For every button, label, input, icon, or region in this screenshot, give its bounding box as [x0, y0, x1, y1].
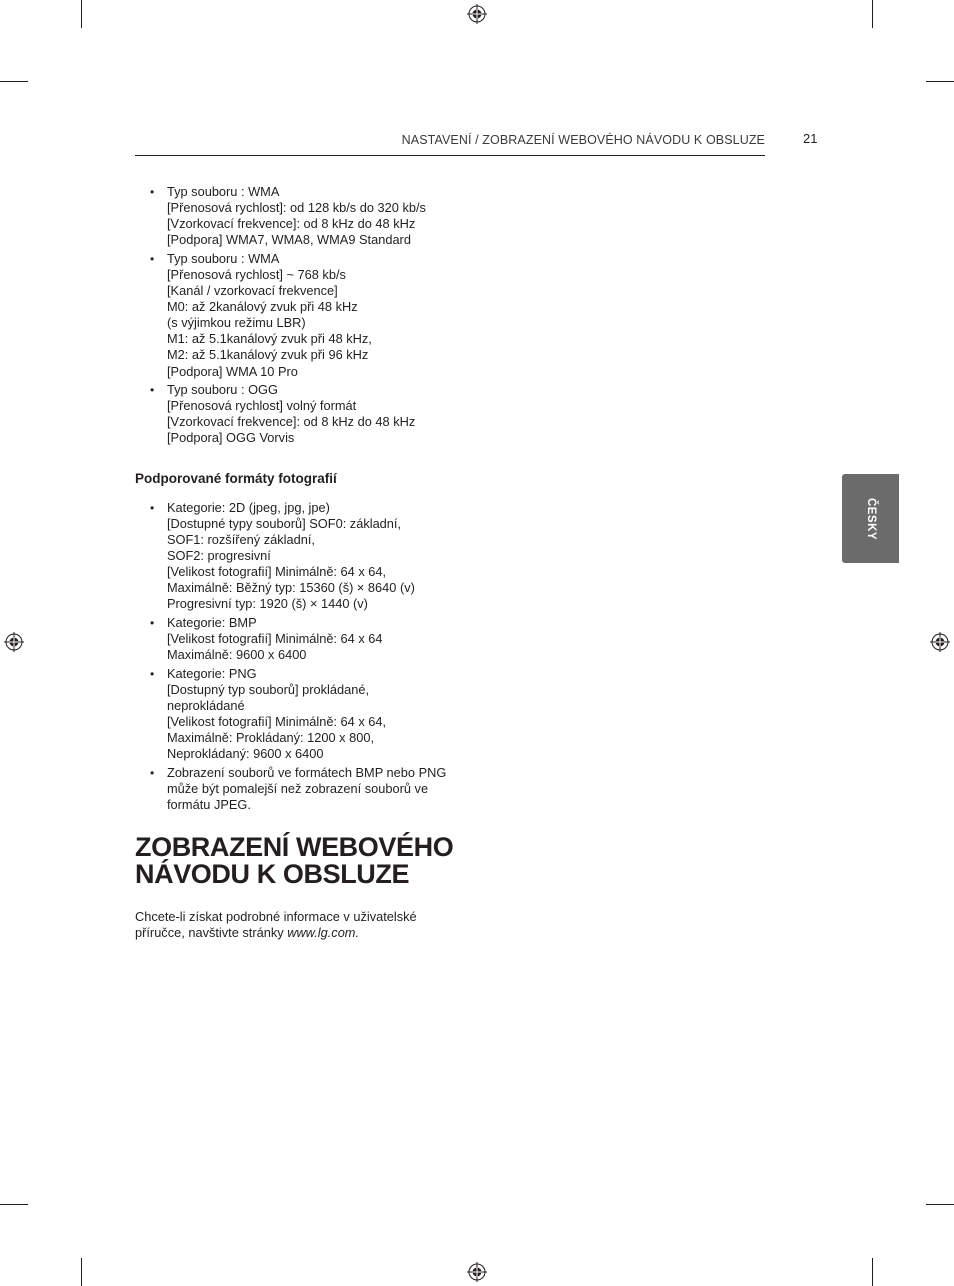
crop-mark [872, 0, 873, 28]
header-rule [135, 155, 765, 156]
audio-format-list [135, 184, 475, 447]
crop-mark [926, 81, 954, 82]
running-header: NASTAVENÍ / ZOBRAZENÍ WEBOVÉHO NÁVODU K OBSLUZE [401, 133, 765, 147]
registration-mark-icon [467, 1262, 487, 1282]
page-number: 21 [803, 131, 818, 146]
intro-paragraph: Chcete-li získat podrobné informace v uživatelské příručce, navštivte stránky www.lg.com. [135, 909, 417, 941]
crop-mark [872, 1258, 873, 1286]
registration-mark-icon [4, 632, 24, 652]
list-item: • Kategorie: BMP [Velikost fotografií] Minimálně: 64 x 64 Maximálně: 9600 x 6400 [135, 615, 475, 663]
list-item: • Typ souboru : OGG [Přenosová rychlost] volný formát [Vzorkovací frekvence]: od 8 kHz do 48 kHz [Podpora] OGG Vorvis [135, 382, 475, 446]
main-content [135, 184, 475, 815]
registration-mark-icon [467, 4, 487, 24]
crop-mark [0, 1204, 28, 1205]
crop-mark [81, 1258, 82, 1286]
section-subheading: Podporované formáty fotografií [135, 470, 337, 486]
section-heading: ZOBRAZENÍ WEBOVÉHO NÁVODU K OBSLUZE [135, 832, 454, 889]
list-item: • Typ souboru : WMA [Přenosová rychlost] ~ 768 kb/s [Kanál / vzorkovací frekvence] M0: až 2kanálový zvuk při 48 kHz (s výjimkou režimu LBR) M1: až 5.1kanálový zvuk při 48 kHz, M2: až 5.1kanálový zvuk při 96 kHz [Podpora] WMA 10 Pro [135, 251, 475, 380]
language-tab-label: ČESKY [864, 497, 877, 540]
website-link: www.lg.com. [287, 925, 360, 941]
crop-mark [81, 0, 82, 28]
crop-mark [0, 81, 28, 82]
crop-mark [926, 1204, 954, 1205]
list-item: • Zobrazení souborů ve formátech BMP nebo PNG může být pomalejší než zobrazení souborů ve formátu JPEG. [135, 765, 475, 813]
photo-format-list [135, 500, 475, 813]
language-tab [842, 474, 899, 563]
list-item: • Kategorie: PNG [Dostupný typ souborů] prokládané, neprokládané [Velikost fotografií] Minimálně: 64 x 64, Maximálně: Prokládaný: 1200 x 800, Neprokládaný: 9600 x 6400 [135, 666, 475, 763]
registration-mark-icon [930, 632, 950, 652]
list-item: • Typ souboru : WMA [Přenosová rychlost]: od 128 kb/s do 320 kb/s [Vzorkovací frekvence]: od 8 kHz do 48 kHz [Podpora] WMA7, WMA8, WMA9 Standard [135, 184, 475, 248]
list-item: • Kategorie: 2D (jpeg, jpg, jpe) [Dostupné typy souborů] SOF0: základní, SOF1: rozšířený základní, SOF2: progresivní [Velikost fotografií] Minimálně: 64 x 64, Maximálně: Běžný typ: 15360 (š) × 8640 (v) Progresivní typ: 1920 (š) × 1440 (v) [135, 500, 475, 613]
